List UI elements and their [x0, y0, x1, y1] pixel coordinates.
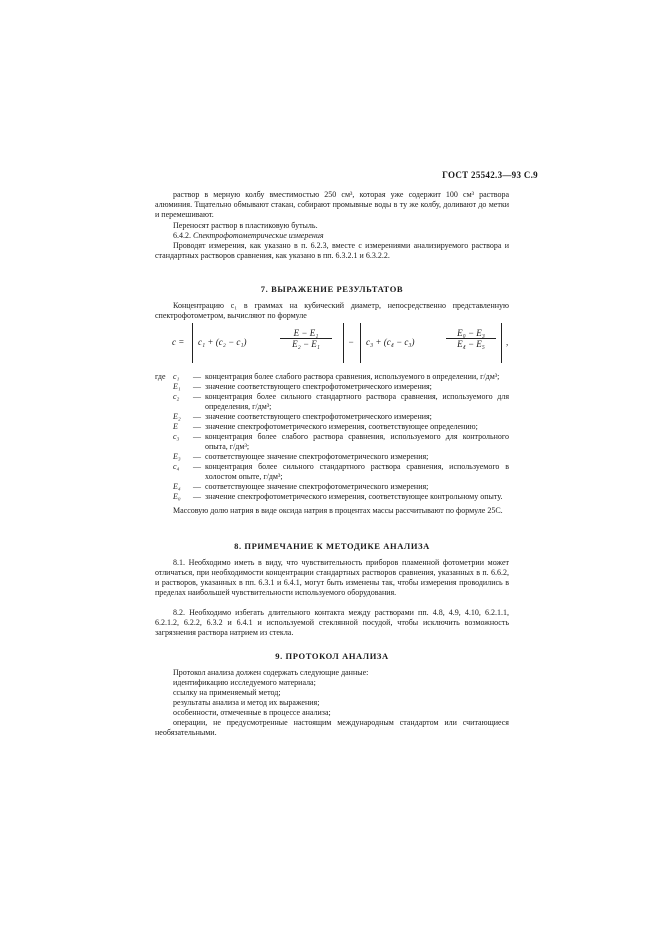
- fraction-1-denominator: E₂ − E₁: [292, 339, 320, 349]
- section-9-content: [155, 668, 509, 738]
- fraction-1-numerator: E − E₁: [280, 328, 332, 339]
- concentration-formula: [172, 322, 512, 368]
- intro-paragraph-2: Переносят раствор в пластиковую бутыль.: [173, 221, 318, 230]
- definition-text: значение соответствующего спектрофотометрического измерения;: [205, 412, 432, 421]
- fraction-2-denominator: E₄ − E₅: [457, 339, 485, 349]
- formula-fraction-1: [280, 328, 332, 349]
- page-header-doc-id: ГОСТ 25542.3—93 С.9: [442, 170, 538, 180]
- definition-symbol: c₄: [173, 462, 180, 471]
- definition-row: c₄ — концентрация более сильного стандартного раствора сравнения, используемого в холостом опыте, г/дм³;: [173, 462, 509, 481]
- definition-symbol: E₃: [173, 452, 181, 461]
- subsection-title: Спектрофотометрические измерения: [193, 231, 324, 240]
- definition-text: соответствующее значение спектрофотометрического измерения;: [205, 452, 429, 461]
- section-8-paragraph-2: 8.2. Необходимо избегать длительного контакта между растворами пп. 4.8, 4.9, 4.10, 6.2.1.1, 6.2.1.2, 6.2.2, 6.3.2 и 6.4.1 и используемой стеклянной посудой, чтобы исключить возможность загрязнения раствора натрием из стекла.: [155, 608, 509, 637]
- definition-text: концентрация более слабого раствора сравнения, используемого в определении, г/дм³;: [205, 372, 500, 381]
- definition-symbol: E₀: [173, 492, 181, 501]
- subsection-number: 6.4.2.: [173, 231, 191, 240]
- section-8-heading: 8. ПРИМЕЧАНИЕ К МЕТОДИКЕ АНАЛИЗА: [234, 541, 430, 551]
- definition-text: значение спектрофотометрического измерения, соответствующее контрольному опыту.: [205, 492, 503, 501]
- definition-symbol: E: [173, 422, 178, 431]
- intro-paragraph-1: раствор в мерную колбу вместимостью 250 см³, которая уже содержит 100 см³ раствора алюминия. Тщательно обмывают стакан, собирают промывные воды в ту же колбу, доливают до метки и перемешивают.: [155, 190, 509, 219]
- definition-symbol: c₂: [173, 392, 180, 401]
- symbol-definitions: [155, 372, 509, 502]
- formula-lhs: c =: [172, 337, 185, 347]
- definition-symbol: c₃: [173, 432, 180, 441]
- section-7-closing-paragraph: Массовую долю натрия в виде оксида натрия в процентах массы рассчитывают по формуле 25С.: [173, 506, 503, 515]
- definition-row: E₃ — соответствующее значение спектрофотометрического измерения;: [155, 452, 509, 462]
- list-item: идентификацию исследуемого материала;: [173, 678, 316, 687]
- definition-text: концентрация более сильного стандартного раствора сравнения, используемого для определения, г/дм³;: [205, 392, 509, 411]
- definition-text: значение спектрофотометрического измерения, соответствующее определению;: [205, 422, 478, 431]
- section-8-paragraph-1: 8.1. Необходимо иметь в виду, что чувствительность приборов пламенной фотометрии может отличаться, при необходимости концентрации стандартных растворов сравнения, указанных в п. 6.6.2, и растворов, указанных в пп. 6.3.1 и 6.4.1, могут быть изменены так, чтобы измерения проводились в пределах наибольшей чувствительности используемого оборудования.: [155, 558, 509, 597]
- definition-row: E₂ — значение соответствующего спектрофотометрического измерения;: [155, 412, 509, 422]
- formula-end-comma: ,: [506, 337, 509, 347]
- definition-row: c₂ — концентрация более сильного стандартного раствора сравнения, используемого для определения, г/дм³;: [173, 392, 509, 411]
- list-item: особенности, отмеченные в процессе анализа;: [173, 708, 331, 717]
- list-item: ссылку на применяемый метод;: [173, 688, 281, 697]
- definition-symbol: E₂: [173, 412, 181, 421]
- definition-text: концентрация более сильного стандартного раствора сравнения, используемого в холостом опыте, г/дм³;: [205, 462, 509, 481]
- definition-text: концентрация более слабого раствора сравнения, используемого для контрольного опыта, г/дм³;: [205, 432, 509, 451]
- definition-row: c₃ — концентрация более слабого раствора сравнения, используемого для контрольного опыта, г/дм³;: [173, 432, 509, 451]
- section-7-paragraph-1: Концентрацию c₁ в граммах на кубический диаметр, непосредственно представленную спектрофотометром, вычисляют по формуле: [155, 301, 509, 320]
- definition-symbol: E₄: [173, 482, 181, 491]
- list-item: результаты анализа и метод их выражения;: [173, 698, 320, 707]
- where-word: где: [155, 372, 166, 381]
- definition-symbol: E₁: [173, 382, 181, 391]
- formula-fraction-2: [446, 328, 496, 349]
- definition-text: соответствующее значение спектрофотометрического измерения;: [205, 482, 429, 491]
- definition-row: E₀ — значение спектрофотометрического измерения, соответствующее контрольному опыту.: [155, 492, 509, 502]
- formula-term-1: c₁ + (c₂ − c₁): [198, 337, 247, 347]
- list-item: операции, не предусмотренные настоящим международным стандартом или считающиеся необязательными.: [155, 718, 509, 737]
- formula-minus: −: [348, 337, 355, 347]
- definition-text: значение соответствующего спектрофотометрического измерения;: [205, 382, 432, 391]
- section-9-heading: 9. ПРОТОКОЛ АНАЛИЗА: [275, 651, 389, 661]
- definition-row: E — значение спектрофотометрического измерения, соответствующее определению;: [155, 422, 509, 432]
- fraction-2-numerator: E₀ − E₃: [446, 328, 496, 339]
- definition-row: E₄ — соответствующее значение спектрофотометрического измерения;: [155, 482, 509, 492]
- definition-symbol: c₁: [173, 372, 180, 381]
- definition-row: E₁ — значение соответствующего спектрофотометрического измерения;: [155, 382, 509, 392]
- section-9-intro: Протокол анализа должен содержать следующие данные:: [173, 668, 369, 677]
- subsection-6-4-2: [155, 231, 509, 241]
- definition-row: где c₁ — концентрация более слабого раствора сравнения, используемого в определении, г/дм³;: [155, 372, 509, 382]
- section-7-heading: 7. ВЫРАЖЕНИЕ РЕЗУЛЬТАТОВ: [260, 284, 404, 294]
- formula-term-2: c₃ + (c₄ − c₃): [366, 337, 415, 347]
- intro-paragraph-4: Проводят измерения, как указано в п. 6.2.3, вместе с измерениями анализируемого раствора и стандартных растворов сравнения, как указано в пп. 6.3.2.1 и 6.3.2.2.: [155, 241, 509, 260]
